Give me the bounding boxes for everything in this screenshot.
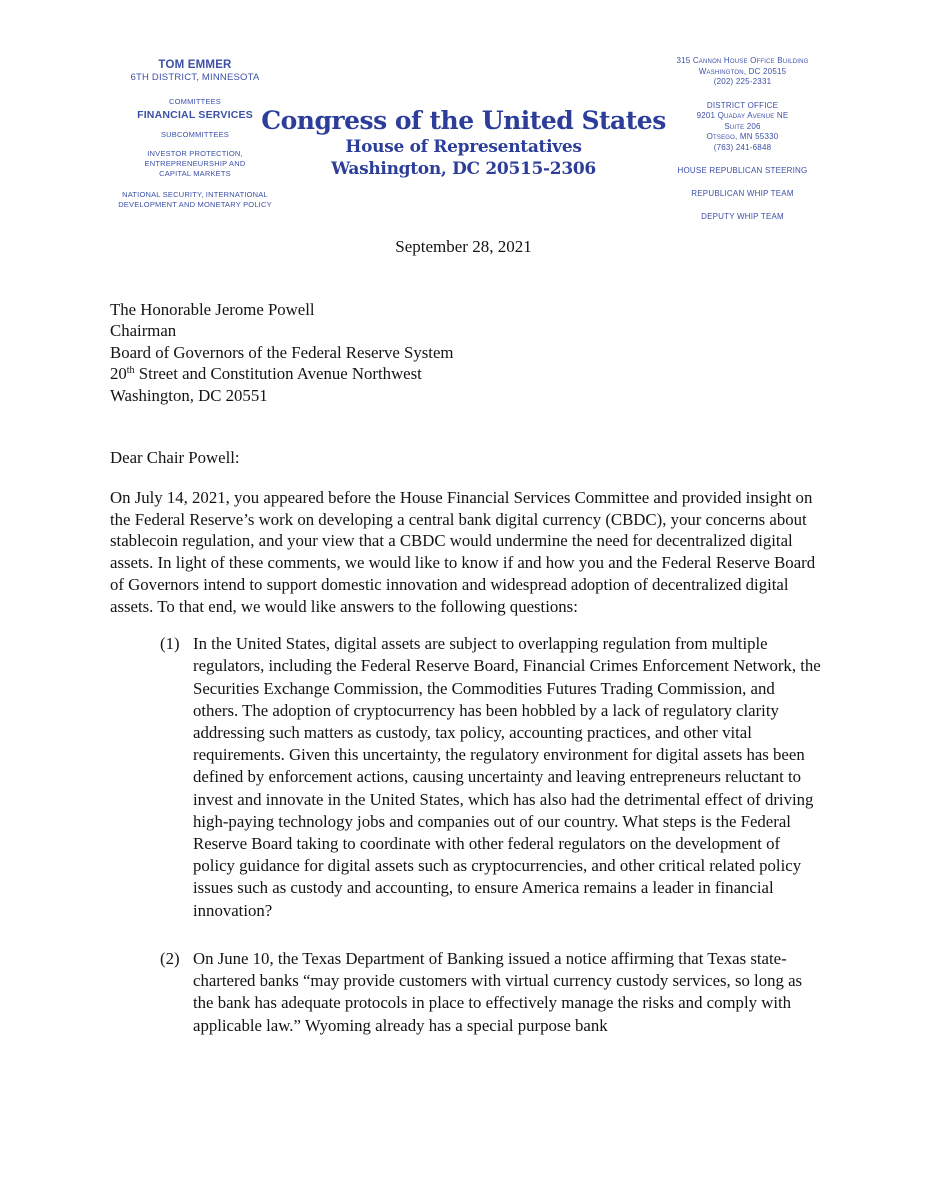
membership-deputy-whip-team: DEPUTY WHIP TEAM — [701, 211, 784, 221]
dc-office-line: 315 Cannon House Office Building — [676, 56, 809, 65]
subcommittees-label: SUBCOMMITTEES — [160, 130, 230, 139]
recipient-title: Chairman — [110, 321, 177, 341]
letter-body — [110, 299, 822, 1037]
opening-paragraph: On July 14, 2021, you appeared before the House Financial Services Committee and provided insight on the Federal Reserve’s work on developing a central bank digital currency (CBDC), your concerns about stablecoin regulation, and your view that a CBDC would undermine the need for decentralized digital assets. In light of these comments, we would like to know if and how you and the Federal Reserve Board of Governors intend to support domestic innovation and widespread adoption of decentralized digital assets. To that end, we would like answers to the following questions: — [110, 488, 816, 616]
recipient-name: The Honorable Jerome Powell — [110, 300, 315, 319]
subcommittee-line: DEVELOPMENT AND MONETARY POLICY — [118, 200, 272, 209]
subcommittee-national-security — [100, 190, 290, 210]
district-office-label: DISTRICT OFFICE — [706, 100, 779, 110]
subcommittee-line: CAPITAL MARKETS — [159, 169, 231, 178]
question-text: On June 10, the Texas Department of Banking issued a notice affirming that Texas state-chartered banks “may provide customers with virtual currency custody services, so long as the bank has adequate protocols in place to effectively manage the risks and comply with applicable law.” Wyoming already has a special purpose bank — [193, 948, 803, 1035]
street-rest: Street and Constitution Avenue Northwest — [134, 364, 422, 384]
question-item-2 — [110, 948, 822, 1037]
recipient-address-block — [110, 299, 822, 406]
member-name: TOM EMMER — [158, 59, 232, 71]
subcommittee-line: INVESTOR PROTECTION, — [147, 149, 243, 158]
question-number: (1) — [160, 634, 180, 654]
membership-house-republican-steering: HOUSE REPUBLICAN STEERING — [677, 165, 808, 175]
dc-office-line: Washington, DC 20515 — [698, 66, 787, 76]
district-office-line: Otsego, MN 55330 — [706, 132, 779, 141]
street-number: 20 — [110, 364, 127, 384]
dc-office-phone: (202) 225-2331 — [713, 77, 772, 86]
committees-label: COMMITTEES — [169, 97, 221, 106]
recipient-city: Washington, DC 20551 — [110, 385, 268, 405]
dc-office-block — [645, 56, 840, 88]
salutation: Dear Chair Powell: — [110, 448, 240, 468]
district-office-block — [645, 101, 840, 154]
question-item-1 — [110, 633, 822, 922]
membership-republican-whip-team: REPUBLICAN WHIP TEAM — [691, 188, 794, 198]
district-office-line: Suite 206 — [724, 121, 761, 131]
subcommittee-line: NATIONAL SECURITY, INTERNATIONAL — [122, 190, 268, 199]
district-office-phone: (763) 241-6848 — [713, 142, 772, 152]
subcommittee-line: ENTREPRENEURSHIP AND — [144, 159, 246, 168]
ordinal-suffix: th — [126, 365, 135, 377]
letterhead-address: Washington, DC 20515-2306 — [331, 159, 596, 179]
district-office-line: 9201 Quaday Avenue NE — [696, 111, 789, 120]
letter-date: September 28, 2021 — [395, 237, 532, 256]
member-district: 6TH DISTRICT, MINNESOTA — [130, 72, 260, 83]
question-text: In the United States, digital assets are subject to overlapping regulation from multiple regulators, including the Federal Reserve Board, Financial Crimes Enforcement Network, the Securities Exchange Commission, the Commodities Futures Trading Commission, and others. The adoption of cryptocurrency has been hobbled by a lack of regulatory clarity addressing such matters as custody, tax policy, accounting practices, and other vital requirements. Given this uncertainty, the regulatory environment for digital assets has been defined by enforcement actions, causing uncertainty and leaving entrepreneurs reluctant to invest and innovate in the United States, which has also had the detrimental effect of driving high-paying technology jobs and companies out of our country. What steps is the Federal Reserve Board taking to coordinate with other federal regulators on the development of policy guidance for digital assets such as cryptocurrencies, and other critical related policy issues such as custody and accounting, to ensure America remains a leader in financial innovation? — [193, 634, 821, 920]
committee-financial-services: FINANCIAL SERVICES — [137, 109, 253, 121]
letterhead-subtitle: House of Representatives — [345, 137, 582, 157]
question-number: (2) — [160, 948, 180, 968]
recipient-street — [110, 363, 822, 384]
letterhead-right-column — [645, 56, 840, 222]
recipient-organization: Board of Governors of the Federal Reserve System — [110, 342, 454, 362]
letterhead-title: Congress of the United States — [261, 106, 666, 135]
